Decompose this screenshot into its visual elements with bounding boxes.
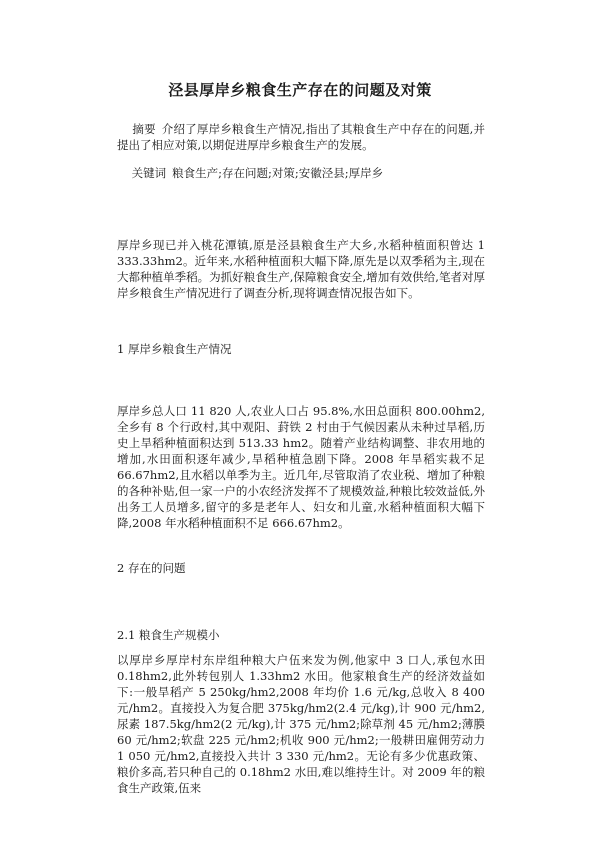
keywords-paragraph bbox=[117, 165, 485, 181]
keywords-text: 粮食生产;存在问题;对策;安徽泾县;厚岸乡 bbox=[172, 166, 384, 180]
keywords-label: 关键词 bbox=[131, 166, 167, 180]
section-2-1-text: 以厚岸乡厚岸村东岸组种粮大户伍来发为例,他家中 3 口人,承包水田 0.18hm2,此外转包别人 1.33hm2 水田。他家粮食生产的经济效益如下:一般旱稻产 5 250kg/hm2,2008 年均价 1.6 元/kg,总收入 8 400 元/hm2。直接投入为复合肥 375kg/hm2(2.4 元/kg),计 900 元/hm2,尿素 187.5kg/hm2(2 元/kg),计 375 元/hm2;除草剂 45 元/hm2;薄膜 60 元/hm2;软盘 225 元/hm2;机收 900 元/hm2;一般耕田雇佣劳动力 1 050 元/hm2,直接投入共计 3 330 元/hm2。无论有多少优惠政策、粮价多高,若只种自己的 0.18hm2 水田,难以维持生计。对 2009 年的粮食生产政策,伍来 bbox=[117, 653, 485, 795]
section-1-heading: 1 厚岸乡粮食生产情况 bbox=[117, 342, 232, 356]
document-title: 泾县厚岸乡粮食生产存在的问题及对策 bbox=[168, 81, 432, 99]
abstract-label: 摘要 bbox=[132, 122, 156, 136]
section-2-1-heading: 2.1 粮食生产规模小 bbox=[117, 628, 220, 642]
abstract-paragraph bbox=[117, 121, 485, 153]
abstract-text: 介绍了厚岸乡粮食生产情况,指出了其粮食生产中存在的问题,并提出了相应对策,以期促进厚岸乡粮食生产的发展。 bbox=[117, 122, 486, 152]
section-2-heading: 2 存在的问题 bbox=[117, 561, 186, 575]
section-1-text: 厚岸乡总人口 11 820 人,农业人口占 95.8%,水田总面积 800.00hm2,全乡有 8 个行政村,其中观阳、葑铁 2 村由于气候因素从未种过旱稻,历史上旱稻种植面积达到 513.33 hm2。随着产业结构调整、非农用地的增加,水田面积逐年减少,旱稻种植急剧下降。2008 年旱稻实栽不足 66.67hm2,且水稻以单季为主。近几年,尽管取消了农业税、增加了种粮的各种补贴,但一家一户的小农经济发挥不了规模效益,种粮比较效益低,外出务工人员增多,留守的多是老年人、妇女和儿童,水稻种植面积大幅下降,2008 年水稻种植面积不足 666.67hm2。 bbox=[117, 404, 485, 530]
intro-paragraph bbox=[117, 237, 485, 301]
section-1-paragraph bbox=[117, 403, 485, 531]
intro-text: 厚岸乡现已并入桃花潭镇,原是泾县粮食生产大乡,水稻种植面积曾达 1 333.33hm2。近年来,水稻种植面积大幅下降,原先是以双季稻为主,现在大都种植单季稻。为抓好粮食生产,保障粮食安全,增加有效供给,笔者对厚岸乡粮食生产情况进行了调查分析,现将调查情况报告如下。 bbox=[117, 238, 485, 300]
section-2-1-paragraph bbox=[117, 652, 485, 796]
